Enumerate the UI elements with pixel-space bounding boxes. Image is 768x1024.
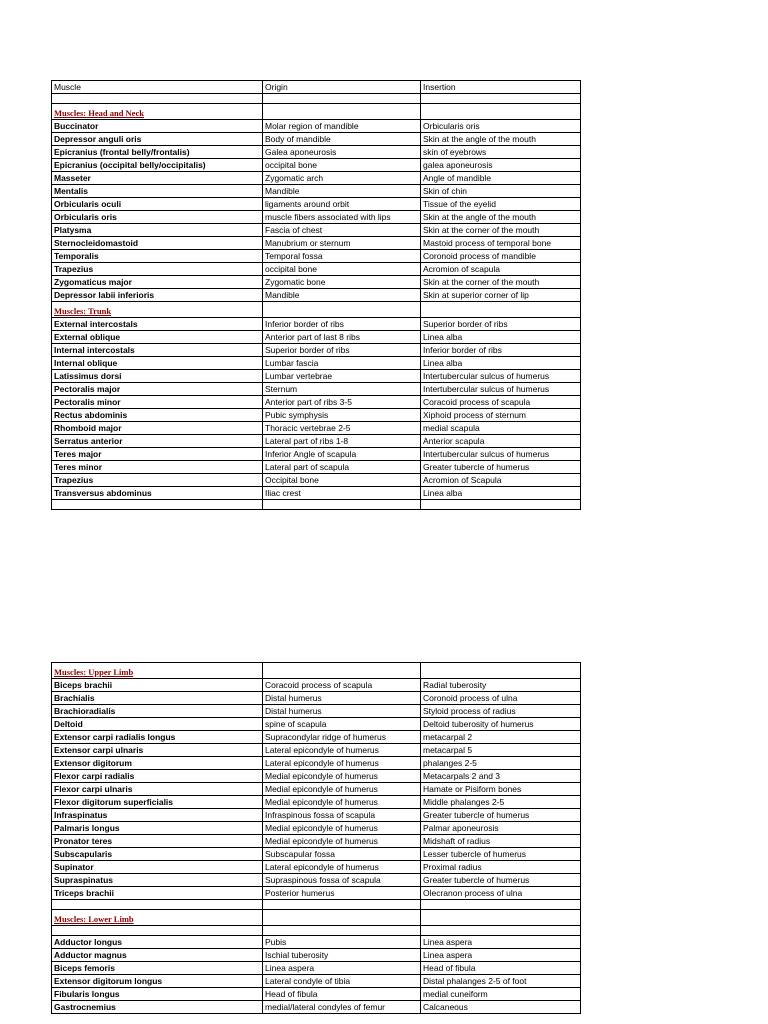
origin-cell: Medial epicondyle of humerus: [263, 835, 421, 848]
table-row: [52, 835, 581, 848]
blank-row: [52, 500, 581, 510]
origin-cell: Superior border of ribs: [263, 344, 421, 357]
muscle-name-cell: Fibularis longus: [52, 988, 263, 1001]
muscle-name-cell: Sternocleidomastoid: [52, 237, 263, 250]
section-row: [52, 302, 581, 318]
origin-cell: Thoracic vertebrae 2-5: [263, 422, 421, 435]
muscle-name-cell: Pectoralis minor: [52, 396, 263, 409]
origin-cell: Sternum: [263, 383, 421, 396]
insertion-cell: Linea aspera: [421, 949, 581, 962]
muscle-name-cell: Temporalis: [52, 250, 263, 263]
blank-row: [52, 94, 581, 104]
muscle-name-cell: Palmaris longus: [52, 822, 263, 835]
origin-cell: Medial epicondyle of humerus: [263, 822, 421, 835]
table-row: [52, 848, 581, 861]
origin-cell: Galea aponeurosis: [263, 146, 421, 159]
origin-cell: Inferior Angle of scapula: [263, 448, 421, 461]
muscle-name-cell: Extensor carpi ulnaris: [52, 744, 263, 757]
empty-cell: [421, 94, 581, 104]
origin-cell: Lateral epicondyle of humerus: [263, 744, 421, 757]
muscle-name-cell: Depressor anguli oris: [52, 133, 263, 146]
origin-cell: Medial epicondyle of humerus: [263, 770, 421, 783]
origin-cell: Distal humerus: [263, 692, 421, 705]
origin-cell: Supracondylar ridge of humerus: [263, 731, 421, 744]
insertion-cell: Calcaneous: [421, 1001, 581, 1014]
empty-cell: [421, 910, 581, 926]
origin-cell: Subscapular fossa: [263, 848, 421, 861]
table-row: [52, 331, 581, 344]
table-row: [52, 988, 581, 1001]
insertion-cell: Hamate or Pisiform bones: [421, 783, 581, 796]
insertion-cell: Linea alba: [421, 487, 581, 500]
origin-cell: Inferior border of ribs: [263, 318, 421, 331]
table-row: [52, 318, 581, 331]
insertion-cell: Skin at superior corner of lip: [421, 289, 581, 302]
table-row: [52, 422, 581, 435]
table-row: [52, 146, 581, 159]
muscle-name-cell: Serratus anterior: [52, 435, 263, 448]
origin-cell: muscle fibers associated with lips: [263, 211, 421, 224]
table-row: [52, 133, 581, 146]
insertion-cell: Skin at the corner of the mouth: [421, 276, 581, 289]
insertion-cell: Tissue of the eyelid: [421, 198, 581, 211]
table-row: [52, 289, 581, 302]
muscle-name-cell: Flexor carpi radialis: [52, 770, 263, 783]
table-row: [52, 172, 581, 185]
insertion-cell: metacarpal 5: [421, 744, 581, 757]
table-header-row: [52, 81, 581, 94]
blank-row: [52, 900, 581, 910]
insertion-cell: Superior border of ribs: [421, 318, 581, 331]
origin-cell: Ischial tuberosity: [263, 949, 421, 962]
origin-cell: Mandible: [263, 185, 421, 198]
empty-cell: [421, 900, 581, 910]
muscle-name-cell: Orbicularis oculi: [52, 198, 263, 211]
empty-cell: [263, 910, 421, 926]
table-row: [52, 198, 581, 211]
insertion-cell: Intertubercular sulcus of humerus: [421, 383, 581, 396]
empty-cell: [263, 104, 421, 120]
insertion-cell: Styloid process of radius: [421, 705, 581, 718]
insertion-cell: Greater tubercle of humerus: [421, 809, 581, 822]
origin-cell: Anterior part of ribs 3-5: [263, 396, 421, 409]
insertion-cell: galea aponeurosis: [421, 159, 581, 172]
origin-cell: Fascia of chest: [263, 224, 421, 237]
blank-row: [52, 926, 581, 936]
insertion-cell: Skin at the angle of the mouth: [421, 133, 581, 146]
table-row: [52, 211, 581, 224]
table-row: [52, 120, 581, 133]
empty-cell: [263, 500, 421, 510]
insertion-cell: phalanges 2-5: [421, 757, 581, 770]
insertion-cell: Acromion of scapula: [421, 263, 581, 276]
empty-cell: [421, 302, 581, 318]
muscle-name-cell: Supinator: [52, 861, 263, 874]
origin-cell: Anterior part of last 8 ribs: [263, 331, 421, 344]
table-row: [52, 692, 581, 705]
muscle-name-cell: Infraspinatus: [52, 809, 263, 822]
origin-cell: Lumbar vertebrae: [263, 370, 421, 383]
muscle-name-cell: Pectoralis major: [52, 383, 263, 396]
origin-cell: Pubic symphysis: [263, 409, 421, 422]
table-row: [52, 263, 581, 276]
muscle-table-2: [51, 662, 581, 1014]
muscle-name-cell: Extensor carpi radialis longus: [52, 731, 263, 744]
insertion-cell: Linea alba: [421, 357, 581, 370]
muscle-name-cell: Subscapularis: [52, 848, 263, 861]
origin-cell: Temporal fossa: [263, 250, 421, 263]
insertion-cell: Angle of mandible: [421, 172, 581, 185]
table-row: [52, 461, 581, 474]
table-row: [52, 783, 581, 796]
insertion-cell: Metacarpals 2 and 3: [421, 770, 581, 783]
muscle-name-cell: Masseter: [52, 172, 263, 185]
empty-cell: [52, 926, 263, 936]
insertion-cell: Greater tubercle of humerus: [421, 461, 581, 474]
section-heading: Muscles: Trunk: [52, 302, 263, 318]
origin-cell: Lateral condyle of tibia: [263, 975, 421, 988]
table-row: [52, 237, 581, 250]
muscle-name-cell: Extensor digitorum: [52, 757, 263, 770]
muscle-name-cell: Buccinator: [52, 120, 263, 133]
muscle-name-cell: Rhomboid major: [52, 422, 263, 435]
muscle-name-cell: Teres major: [52, 448, 263, 461]
origin-cell: Zygomatic arch: [263, 172, 421, 185]
table-row: [52, 276, 581, 289]
insertion-cell: metacarpal 2: [421, 731, 581, 744]
muscle-header: Muscle: [52, 81, 263, 94]
insertion-cell: Coronoid process of ulna: [421, 692, 581, 705]
section-row: [52, 104, 581, 120]
insertion-cell: Mastoid process of temporal bone: [421, 237, 581, 250]
origin-cell: Lateral part of scapula: [263, 461, 421, 474]
table-row: [52, 744, 581, 757]
origin-cell: Manubrium or sternum: [263, 237, 421, 250]
section-heading: Muscles: Upper Limb: [52, 663, 263, 679]
muscle-name-cell: Rectus abdominis: [52, 409, 263, 422]
origin-cell: occipital bone: [263, 159, 421, 172]
empty-cell: [52, 900, 263, 910]
muscle-name-cell: Biceps femoris: [52, 962, 263, 975]
insertion-cell: Inferior border of ribs: [421, 344, 581, 357]
insertion-cell: Middle phalanges 2-5: [421, 796, 581, 809]
table-row: [52, 396, 581, 409]
insertion-cell: Deltoid tuberosity of humerus: [421, 718, 581, 731]
insertion-cell: Coronoid process of mandible: [421, 250, 581, 263]
table-row: [52, 936, 581, 949]
table-row: [52, 159, 581, 172]
origin-cell: Occipital bone: [263, 474, 421, 487]
muscle-name-cell: Orbicularis oris: [52, 211, 263, 224]
origin-cell: ligaments around orbit: [263, 198, 421, 211]
table-row: [52, 357, 581, 370]
muscle-name-cell: Transversus abdominus: [52, 487, 263, 500]
muscle-name-cell: Latissimus dorsi: [52, 370, 263, 383]
muscle-name-cell: Platysma: [52, 224, 263, 237]
table-row: [52, 809, 581, 822]
muscle-name-cell: Mentalis: [52, 185, 263, 198]
table-row: [52, 250, 581, 263]
muscle-name-cell: Supraspinatus: [52, 874, 263, 887]
origin-header: Origin: [263, 81, 421, 94]
muscle-name-cell: Zygomaticus major: [52, 276, 263, 289]
table-row: [52, 962, 581, 975]
origin-cell: occipital bone: [263, 263, 421, 276]
muscle-table-1: [51, 80, 581, 510]
insertion-cell: Orbicularis oris: [421, 120, 581, 133]
origin-cell: Pubis: [263, 936, 421, 949]
muscle-name-cell: Internal oblique: [52, 357, 263, 370]
insertion-cell: Lesser tubercle of humerus: [421, 848, 581, 861]
empty-cell: [263, 926, 421, 936]
muscle-name-cell: Pronator teres: [52, 835, 263, 848]
table-row: [52, 887, 581, 900]
origin-cell: Molar region of mandible: [263, 120, 421, 133]
table-row: [52, 718, 581, 731]
table-row: [52, 487, 581, 500]
muscle-name-cell: Depressor labii inferioris: [52, 289, 263, 302]
muscle-name-cell: Teres minor: [52, 461, 263, 474]
empty-cell: [421, 926, 581, 936]
section-heading: Muscles: Lower Limb: [52, 910, 263, 926]
insertion-cell: Intertubercular sulcus of humerus: [421, 448, 581, 461]
empty-cell: [421, 500, 581, 510]
muscle-name-cell: Internal intercostals: [52, 344, 263, 357]
insertion-cell: Anterior scapula: [421, 435, 581, 448]
empty-cell: [263, 663, 421, 679]
table-row: [52, 1001, 581, 1014]
origin-cell: Linea aspera: [263, 962, 421, 975]
section-row: [52, 663, 581, 679]
empty-cell: [263, 94, 421, 104]
origin-cell: Posterior humerus: [263, 887, 421, 900]
table-row: [52, 861, 581, 874]
muscle-name-cell: Gastrocnemius: [52, 1001, 263, 1014]
empty-cell: [263, 900, 421, 910]
table-row: [52, 731, 581, 744]
origin-cell: spine of scapula: [263, 718, 421, 731]
origin-cell: Distal humerus: [263, 705, 421, 718]
muscle-name-cell: Triceps brachii: [52, 887, 263, 900]
insertion-cell: Radial tuberosity: [421, 679, 581, 692]
empty-cell: [421, 104, 581, 120]
empty-cell: [421, 663, 581, 679]
insertion-cell: Acromion of Scapula: [421, 474, 581, 487]
table-row: [52, 224, 581, 237]
section-heading: Muscles: Head and Neck: [52, 104, 263, 120]
muscle-name-cell: External intercostals: [52, 318, 263, 331]
table-row: [52, 474, 581, 487]
insertion-cell: Olecranon process of ulna: [421, 887, 581, 900]
origin-cell: Body of mandible: [263, 133, 421, 146]
table-row: [52, 975, 581, 988]
muscle-name-cell: Flexor carpi ulnaris: [52, 783, 263, 796]
insertion-header: Insertion: [421, 81, 581, 94]
origin-cell: Iliac crest: [263, 487, 421, 500]
insertion-cell: Head of fibula: [421, 962, 581, 975]
muscle-name-cell: External oblique: [52, 331, 263, 344]
origin-cell: Lateral epicondyle of humerus: [263, 861, 421, 874]
origin-cell: medial/lateral condyles of femur: [263, 1001, 421, 1014]
insertion-cell: Skin at the angle of the mouth: [421, 211, 581, 224]
insertion-cell: skin of eyebrows: [421, 146, 581, 159]
table-row: [52, 757, 581, 770]
table-row: [52, 770, 581, 783]
insertion-cell: Linea aspera: [421, 936, 581, 949]
table-row: [52, 679, 581, 692]
table-row: [52, 185, 581, 198]
muscle-name-cell: Extensor digitorum longus: [52, 975, 263, 988]
insertion-cell: Midshaft of radius: [421, 835, 581, 848]
empty-cell: [263, 302, 421, 318]
insertion-cell: Intertubercular sulcus of humerus: [421, 370, 581, 383]
muscle-name-cell: Brachioradialis: [52, 705, 263, 718]
table-row: [52, 435, 581, 448]
empty-cell: [52, 500, 263, 510]
insertion-cell: Proximal radius: [421, 861, 581, 874]
origin-cell: Lumbar fascia: [263, 357, 421, 370]
table-row: [52, 874, 581, 887]
muscle-name-cell: Trapezius: [52, 474, 263, 487]
insertion-cell: Skin of chin: [421, 185, 581, 198]
muscle-name-cell: Brachialis: [52, 692, 263, 705]
table-row: [52, 370, 581, 383]
origin-cell: Coracoid process of scapula: [263, 679, 421, 692]
origin-cell: Head of fibula: [263, 988, 421, 1001]
muscle-name-cell: Adductor longus: [52, 936, 263, 949]
muscle-name-cell: Epicranius (occipital belly/occipitalis): [52, 159, 263, 172]
insertion-cell: Greater tubercle of humerus: [421, 874, 581, 887]
table-row: [52, 344, 581, 357]
muscle-name-cell: Flexor digitorum superficialis: [52, 796, 263, 809]
insertion-cell: Linea alba: [421, 331, 581, 344]
insertion-cell: medial scapula: [421, 422, 581, 435]
insertion-cell: Coracoid process of scapula: [421, 396, 581, 409]
table-row: [52, 949, 581, 962]
muscle-name-cell: Biceps brachii: [52, 679, 263, 692]
origin-cell: Medial epicondyle of humerus: [263, 796, 421, 809]
origin-cell: Lateral epicondyle of humerus: [263, 757, 421, 770]
table-row: [52, 448, 581, 461]
origin-cell: Mandible: [263, 289, 421, 302]
table-row: [52, 796, 581, 809]
table-row: [52, 383, 581, 396]
origin-cell: Lateral part of ribs 1-8: [263, 435, 421, 448]
origin-cell: Infraspinous fossa of scapula: [263, 809, 421, 822]
table-row: [52, 705, 581, 718]
empty-cell: [52, 94, 263, 104]
insertion-cell: Palmar aponeurosis: [421, 822, 581, 835]
muscle-name-cell: Trapezius: [52, 263, 263, 276]
insertion-cell: medial cuneiform: [421, 988, 581, 1001]
insertion-cell: Skin at the corner of the mouth: [421, 224, 581, 237]
insertion-cell: Distal phalanges 2-5 of foot: [421, 975, 581, 988]
origin-cell: Medial epicondyle of humerus: [263, 783, 421, 796]
muscle-name-cell: Deltoid: [52, 718, 263, 731]
origin-cell: Supraspinous fossa of scapula: [263, 874, 421, 887]
muscle-name-cell: Epicranius (frontal belly/frontalis): [52, 146, 263, 159]
table-row: [52, 822, 581, 835]
section-row: [52, 910, 581, 926]
table-row: [52, 409, 581, 422]
origin-cell: Zygomatic bone: [263, 276, 421, 289]
insertion-cell: Xiphoid process of sternum: [421, 409, 581, 422]
muscle-name-cell: Adductor magnus: [52, 949, 263, 962]
